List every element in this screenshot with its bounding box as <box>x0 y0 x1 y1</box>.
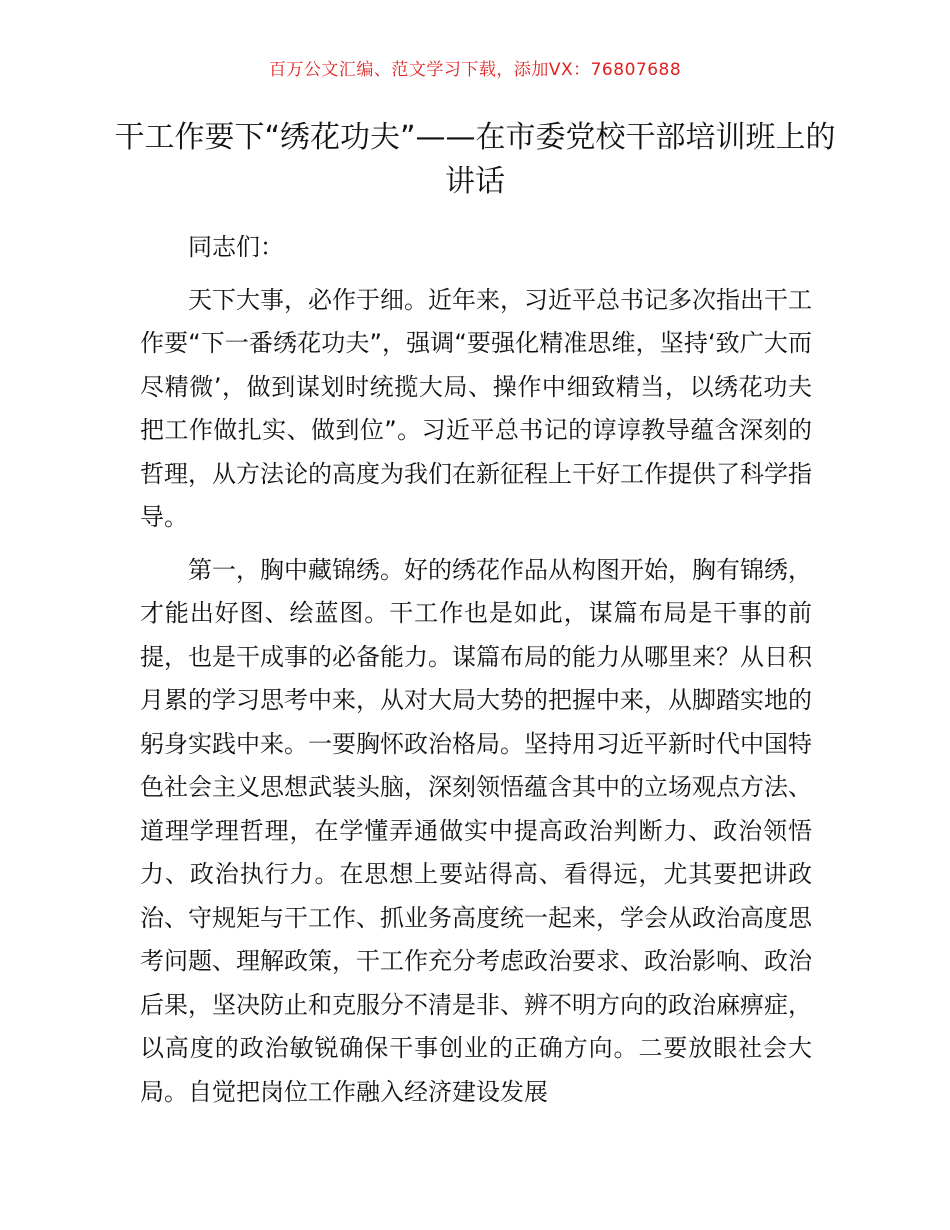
paragraph-intro: 天下大事，必作于细。近年来，习近平总书记多次指出干工作要“下一番绣花功夫”，强调“要强化精准思维，坚持‘致广大而尽精微’，做到谋划时统揽大局、操作中细致精当，以绣花功夫把工作做扎实、做到位”。习近平总书记的谆谆教导蕴含深刻的哲理，从方法论的高度为我们在新征程上干好工作提供了科学指导。 <box>140 285 812 531</box>
paragraph-first-point: 第一，胸中藏锦绣。好的绣花作品从构图开始，胸有锦绣，才能出好图、绘蓝图。干工作也是如此，谋篇布局是干事的前提，也是干成事的必备能力。谋篇布局的能力从哪里来？从日积月累的学习思考中来，从对大局大势的把握中来，从脚踏实地的躬身实践中来。一要胸怀政治格局。坚持用习近平新时代中国特色社会主义思想武装头脑，深刻领悟蕴含其中的立场观点方法、道理学理哲理，在学懂弄通做实中提高政治判断力、政治领悟力、政治执行力。在思想上要站得高、看得远，尤其要把讲政治、守规矩与干工作、抓业务高度统一起来，学会从政治高度思考问题、理解政策，干工作充分考虑政治要求、政治影响、政治后果，坚决防止和克服分不清是非、辨不明方向的政治麻痹症，以高度的政治敏锐确保干事创业的正确方向。二要放眼社会大局。自觉把岗位工作融入经济建设发展 <box>140 555 812 1106</box>
document-title: 干工作要下“绣花功夫”——在市委党校干部培训班上的讲话 <box>114 120 836 199</box>
header-watermark-note: 百万公文汇编、范文学习下载，添加VX：76807688 <box>268 60 682 80</box>
document-body <box>140 226 812 1114</box>
salutation: 同志们： <box>188 233 284 261</box>
